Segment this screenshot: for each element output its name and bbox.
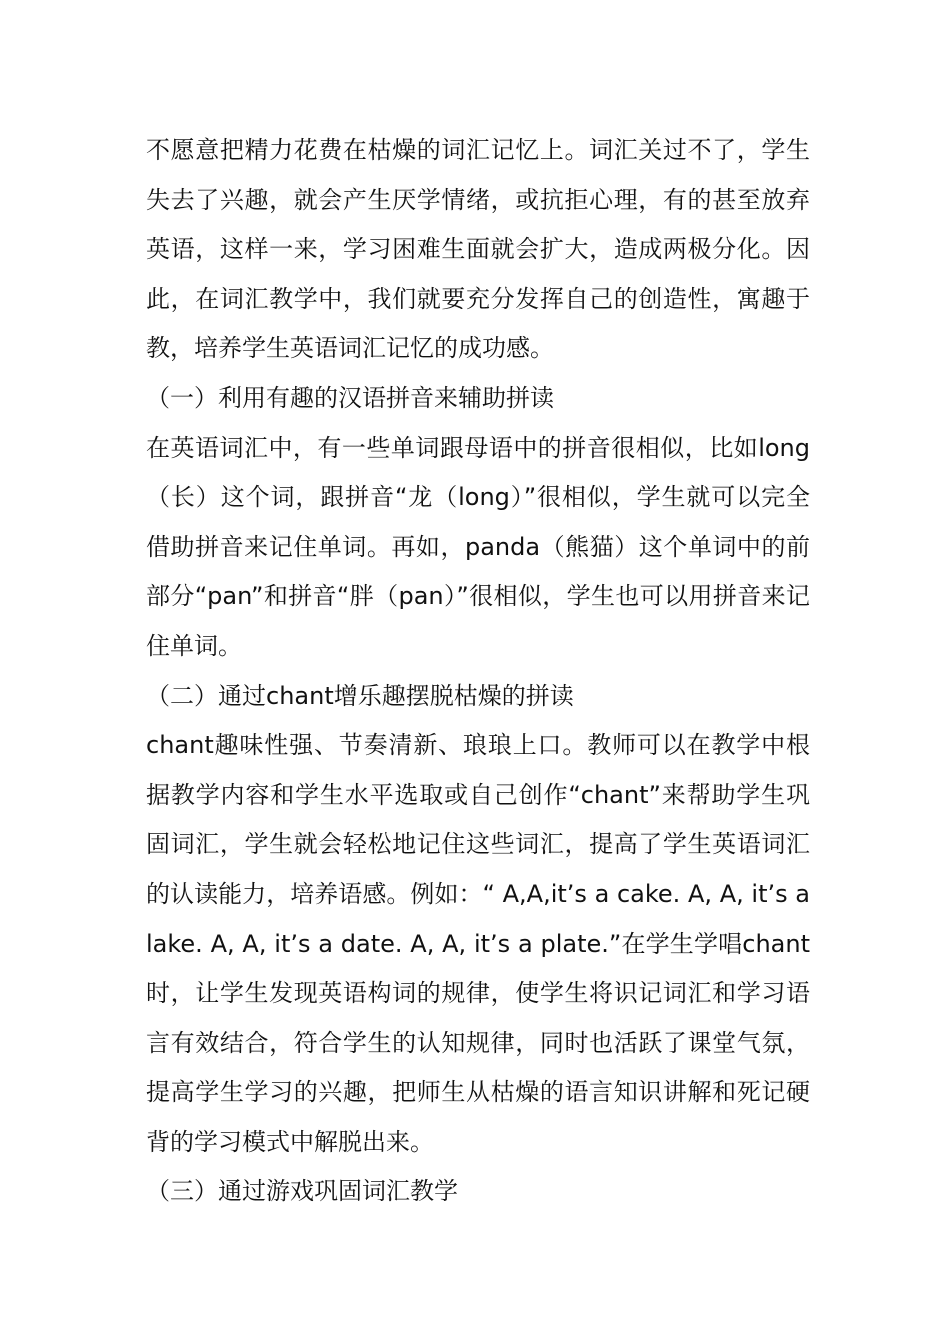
paragraph-chant: chant趣味性强、节奏清新、琅琅上口。教师可以在教学中根据教学内容和学生水平选取或自己创作“chant”来帮助学生巩固词汇，学生就会轻松地记住这些词汇，提高了学生英语词汇的认读能力，培养语感。例如：“ A,A,it’s a cake. A, A, it’s a lake. A, A, it’s a date. A, A, it’s a plate.”在学生学唱chant时，让学生发现英语构词的规律，使学生将识记词汇和学习语言有效结合，符合学生的认知规律，同时也活跃了课堂气氛，提高学生学习的兴趣，把师生从枯燥的语言知识讲解和死记硬背的学习模式中解脱出来。 — [146, 731, 810, 1156]
section-heading-3: （三）通过游戏巩固词汇教学 — [146, 1177, 458, 1206]
paragraph-intro: 不愿意把精力花费在枯燥的词汇记忆上。词汇关过不了，学生失去了兴趣，就会产生厌学情绪，或抗拒心理，有的甚至放弃英语，这样一来，学习困难生面就会扩大，造成两极分化。因此，在词汇教学中，我们就要充分发挥自己的创造性，寓趣于教，培养学生英语词汇记忆的成功感。 — [146, 136, 810, 363]
paragraph-pinyin: 在英语词汇中，有一些单词跟母语中的拼音很相似，比如long（长）这个词，跟拼音“龙（long）”很相似，学生就可以完全借助拼音来记住单词。再如，panda（熊猫）这个单词中的前部分“pan”和拼音“胖（pan）”很相似，学生也可以用拼音来记住单词。 — [146, 433, 810, 660]
section-heading-2: （二）通过chant增乐趣摆脱枯燥的拼读 — [146, 681, 574, 710]
document-body — [146, 126, 810, 1217]
section-heading-1: （一）利用有趣的汉语拼音来辅助拼读 — [146, 383, 554, 412]
